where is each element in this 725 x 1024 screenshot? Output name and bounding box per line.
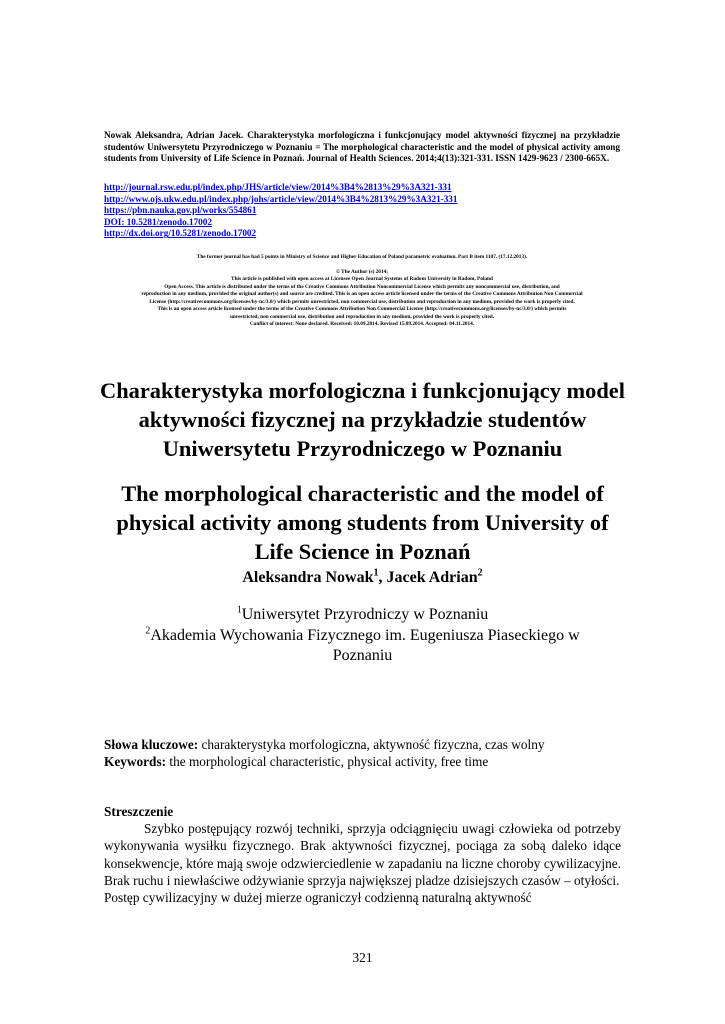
affiliation-2 [80, 626, 645, 647]
license-line: This article is published with open access at Licensee Open Journal Systems of Radom University in Radom, Poland [231, 276, 493, 282]
title-line: Life Science in Poznań [254, 539, 471, 564]
abstract-paragraph: Postęp cywilizacyjny w dużej mierze ograniczył codzienną naturalną aktywność [104, 890, 532, 906]
affiliation-text: Akademia Wychowania Fizycznego im. Eugeniusza Piaseckiego w [150, 626, 580, 644]
title-line: Uniwersytetu Przyrodniczego w Poznaniu [162, 436, 563, 461]
keywords-text: the morphological characteristic, physical activity, free time [166, 753, 489, 769]
author-affil-sup: 1 [373, 567, 379, 579]
abstract-section [104, 803, 621, 906]
title-line: aktywności fizycznej na przykładzie studentów [138, 407, 587, 432]
license-line: unrestricted, non commercial use, distribution and reproduction in any medium, provided the work is properly cited. [229, 313, 495, 320]
affiliation-sup: 2 [145, 625, 151, 637]
license-line: reproduction in any medium, provided the original author(s) and source are credited. This is an open access article licensed under the terms of the Creative Commons Attribution Non Commercial [141, 291, 583, 297]
doi-url-link[interactable]: http://dx.doi.org/10.5281/zenodo.17002 [104, 228, 257, 239]
affiliation-1 [80, 605, 645, 626]
license-line: This is an open access article licensed under the terms of the Creative Commons Attribution Non Commercial License (http://creativecommons.org/licenses/by-nc/3.0/) which permits [157, 306, 567, 312]
license-line: Open Access. This article is distributed under the terms of the Creative Commons Attribution Noncommercial License which permits any noncommercial use, distribution, and [164, 283, 560, 290]
license-line: License (http://creativecommons.org/licenses/by-nc/3.0/) which permits unrestricted, non commercial use, distribution and reproduction in any medium, provided the work is properly cited. [149, 298, 575, 305]
keywords-polish [104, 737, 624, 754]
title-line: The morphological characteristic and the model of [121, 481, 604, 506]
doi-text-link[interactable]: DOI: 10.5281/zenodo.17002 [104, 216, 212, 227]
keywords-label: Słowa kluczowe: [104, 737, 199, 752]
ojs-link[interactable]: http://www.ojs.ukw.edu.pl/index.php/johs/article/view/2014%3B4%2813%29%3A321-331 [104, 193, 458, 204]
license-notes [104, 254, 620, 329]
reference-links [104, 182, 624, 240]
author-affil-sup: 2 [477, 567, 483, 579]
affiliations [80, 605, 645, 667]
title-line: physical activity among students from University of [116, 510, 609, 535]
keywords-block [104, 737, 624, 770]
page-number: 321 [352, 950, 373, 965]
abstract-paragraph: Szybko postępujący rozwój techniki, sprzyja odciągnięciu uwagi człowieka od potrzeby wykonywania wysiłku fizycznego. Brak aktywności fizycznej, pociąga za sobą daleko idące konsekwencje, które mają swoje odzwierciedlenie w zapadaniu na liczne choroby cywilizacyjne. Brak ruchu i niewłaściwe odżywianie sprzyja największej pladze dzisiejszych czasów – otyłości. [104, 821, 621, 888]
abstract-heading: Streszczenie [104, 804, 174, 819]
license-line: © The Author (s) 2014; [335, 268, 389, 275]
author-name: Aleksandra Nowak [242, 569, 374, 586]
citation-block: Nowak Aleksandra, Adrian Jacek. Charakterystyka morfologiczna i funkcjonujący model aktywności fizycznej na przykładzie studentów Uniwersytetu Przyrodniczego w Poznaniu = The morphological characteristic and the model of physical activity among students from University of Life Science in Poznań. Journal of Health Sciences. 2014;4(13):321-331. ISSN 1429-9623 / 2300-665X. [104, 130, 620, 164]
license-line: Conflict of interest: None declared. Received: 10.09.2014. Revised 15.09.2014. Accepted: 04.11.2014. [249, 321, 475, 327]
journal-link[interactable]: http://journal.rsw.edu.pl/index.php/JHS/article/view/2014%3B4%2813%29%3A321-331 [104, 182, 452, 192]
author-name: Jacek Adrian [386, 569, 478, 586]
title-english [80, 479, 645, 566]
keywords-text: charakterystyka morfologiczna, aktywność fizyczna, czas wolny [198, 737, 545, 752]
pbn-link[interactable]: https://pbn.nauka.gov.pl/works/554861 [104, 205, 257, 216]
title-line: Charakterystyka morfologiczna i funkcjonujący model [100, 378, 625, 403]
affiliation-2-cont: Poznaniu [332, 647, 393, 664]
affiliation-text: Uniwersytet Przyrodniczy w Poznaniu [241, 606, 489, 623]
author-separator: , [378, 569, 387, 586]
authors-line [80, 568, 645, 588]
title-polish [80, 376, 645, 463]
keywords-label: Keywords: [104, 753, 167, 769]
evaluation-note: The former journal has had 5 points in Ministry of Science and Higher Education of Poland parametric evaluation. Part B item 1107. (17.12.2013). [196, 254, 528, 260]
keywords-english [104, 754, 624, 771]
affiliation-sup: 1 [236, 604, 242, 616]
